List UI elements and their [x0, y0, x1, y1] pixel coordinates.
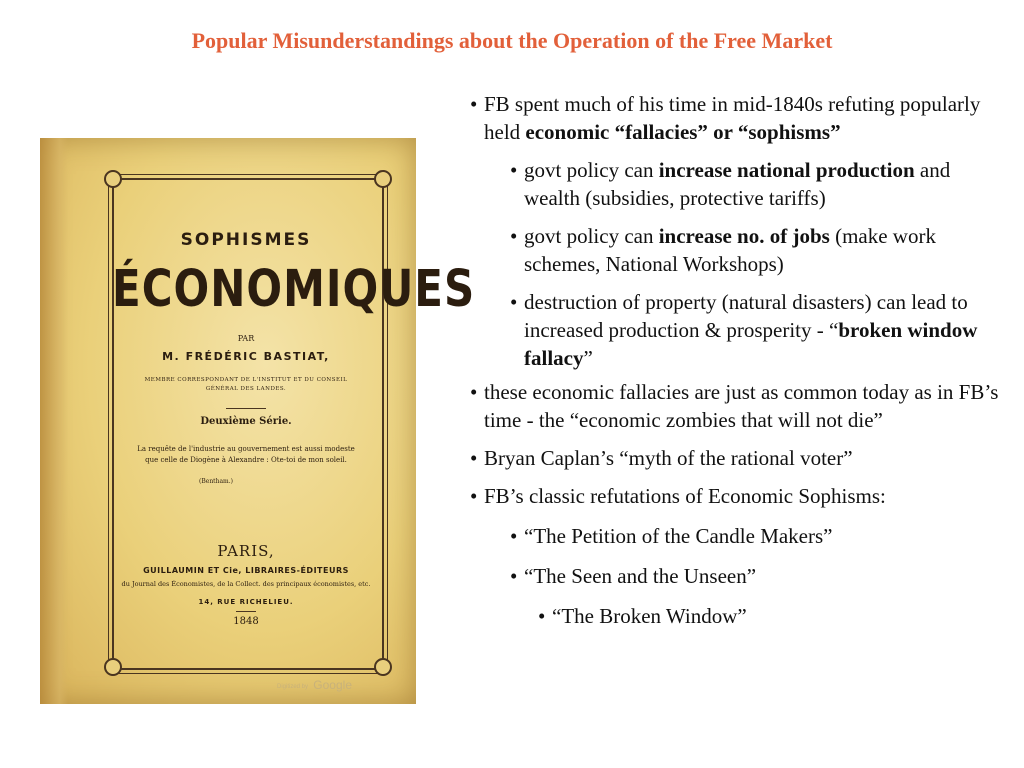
cover-city: PARIS, — [217, 542, 275, 560]
bullet-text — [484, 90, 1000, 146]
book-cover-image — [40, 138, 476, 704]
cover-address: 14, RUE RICHELIEU. — [198, 598, 294, 606]
bullet-item-level1 — [470, 90, 1000, 146]
bullet-text-segment: govt policy can — [524, 224, 659, 248]
bullet-text — [524, 562, 1000, 590]
bullet-item-level3 — [470, 602, 1000, 630]
bullet-bold-text: increase no. of jobs — [658, 224, 830, 248]
bullet-dot-icon: • — [510, 564, 518, 588]
bullet-text — [524, 288, 1000, 372]
bullet-bold-text: broken window fallacy — [524, 318, 978, 370]
bullet-text-segment: Bryan Caplan’s “myth of the rational voter” — [484, 446, 853, 470]
watermark-digitized: Digitized by — [276, 684, 308, 690]
bullet-dot-icon: • — [510, 158, 518, 182]
bullet-text — [484, 482, 1000, 510]
cover-quote-source: (Bentham.) — [199, 478, 233, 485]
corner-ornament-icon — [104, 170, 122, 188]
bullet-item-level2 — [470, 522, 1000, 550]
cover-par: PAR — [237, 334, 255, 343]
book-spine — [40, 138, 68, 704]
bullet-text-segment: “The Seen and the Unseen” — [524, 564, 757, 588]
bullet-dot-icon: • — [510, 224, 518, 248]
bullet-text — [484, 444, 1000, 472]
bullet-text — [484, 378, 1000, 434]
cover-publisher: GUILLAUMIN ET Cie, LIBRAIRES-ÉDITEURS — [143, 566, 349, 575]
cover-divider — [236, 611, 256, 612]
corner-ornament-icon — [104, 658, 122, 676]
cover-quote: La requête de l'industrie au gouvernement est aussi modeste que celle de Diogène à Alexandre : Ote-toi de mon soleil. — [137, 445, 355, 464]
bullet-text — [524, 522, 1000, 550]
bullet-dot-icon: • — [470, 446, 478, 470]
bullet-text-segment: FB’s classic refutations of Economic Sophisms: — [484, 484, 886, 508]
bullet-item-level1 — [470, 482, 1000, 510]
bullet-bold-text: economic “fallacies” or “sophisms” — [525, 120, 841, 144]
bullet-text — [524, 156, 1000, 212]
slide-title: Popular Misunderstandings about the Operation of the Free Market — [191, 28, 833, 53]
bullet-item-level2 — [470, 562, 1000, 590]
bullet-text-segment: destruction of property (natural disasters) can lead to increased production & prosperity - “ — [524, 290, 968, 342]
google-watermark: Google — [313, 678, 352, 692]
bullet-text-segment: “The Broken Window” — [552, 604, 747, 628]
cover-title-line1: SOPHISMES — [180, 230, 312, 250]
bullet-text-segment: ” — [583, 346, 593, 370]
bullet-item-level1 — [470, 378, 1000, 434]
bullet-dot-icon: • — [470, 380, 478, 404]
bullet-dot-icon: • — [470, 92, 478, 116]
bullet-item-level2 — [470, 156, 1000, 212]
cover-year: 1848 — [233, 616, 259, 627]
cover-divider — [226, 408, 266, 409]
bullet-item-level2 — [470, 288, 1000, 372]
bullet-dot-icon: • — [510, 290, 518, 314]
cover-author: M. FRÉDÉRIC BASTIAT, — [162, 350, 330, 363]
bullet-item-level2 — [470, 222, 1000, 278]
bullet-text-segment: govt policy can — [524, 158, 659, 182]
bullet-dot-icon: • — [538, 604, 546, 628]
bullet-bold-text: increase national production — [658, 158, 915, 182]
bullet-text — [524, 222, 1000, 278]
bullet-item-level1 — [470, 444, 1000, 472]
bullet-list — [470, 90, 1000, 630]
cover-series: Deuxième Série. — [200, 416, 292, 427]
bullet-text-segment: “The Petition of the Candle Makers” — [524, 524, 833, 548]
corner-ornament-icon — [374, 658, 392, 676]
corner-ornament-icon — [374, 170, 392, 188]
cover-author-affiliation: MEMBRE CORRESPONDANT DE L'INSTITUT ET DU CONSEIL GÉNÉRAL DES LANDES. — [144, 377, 348, 392]
bullet-text — [552, 602, 1000, 630]
bullet-dot-icon: • — [510, 524, 518, 548]
cover-title-line2: ÉCONOMIQUES — [112, 259, 476, 318]
bullet-dot-icon: • — [470, 484, 478, 508]
bullet-text-segment: (make work schemes, National Workshops) — [524, 224, 936, 276]
bullet-text-segment: and wealth (subsidies, protective tariffs) — [524, 158, 951, 210]
bullet-text-segment: FB spent much of his time in mid-1840s refuting popularly held — [484, 92, 981, 144]
cover-publisher-line2: du Journal des Économistes, de la Collect. des principaux économistes, etc. — [121, 580, 371, 588]
bullet-text-segment: these economic fallacies are just as common today as in FB’s time - the “economic zombies that will not die” — [484, 380, 999, 432]
